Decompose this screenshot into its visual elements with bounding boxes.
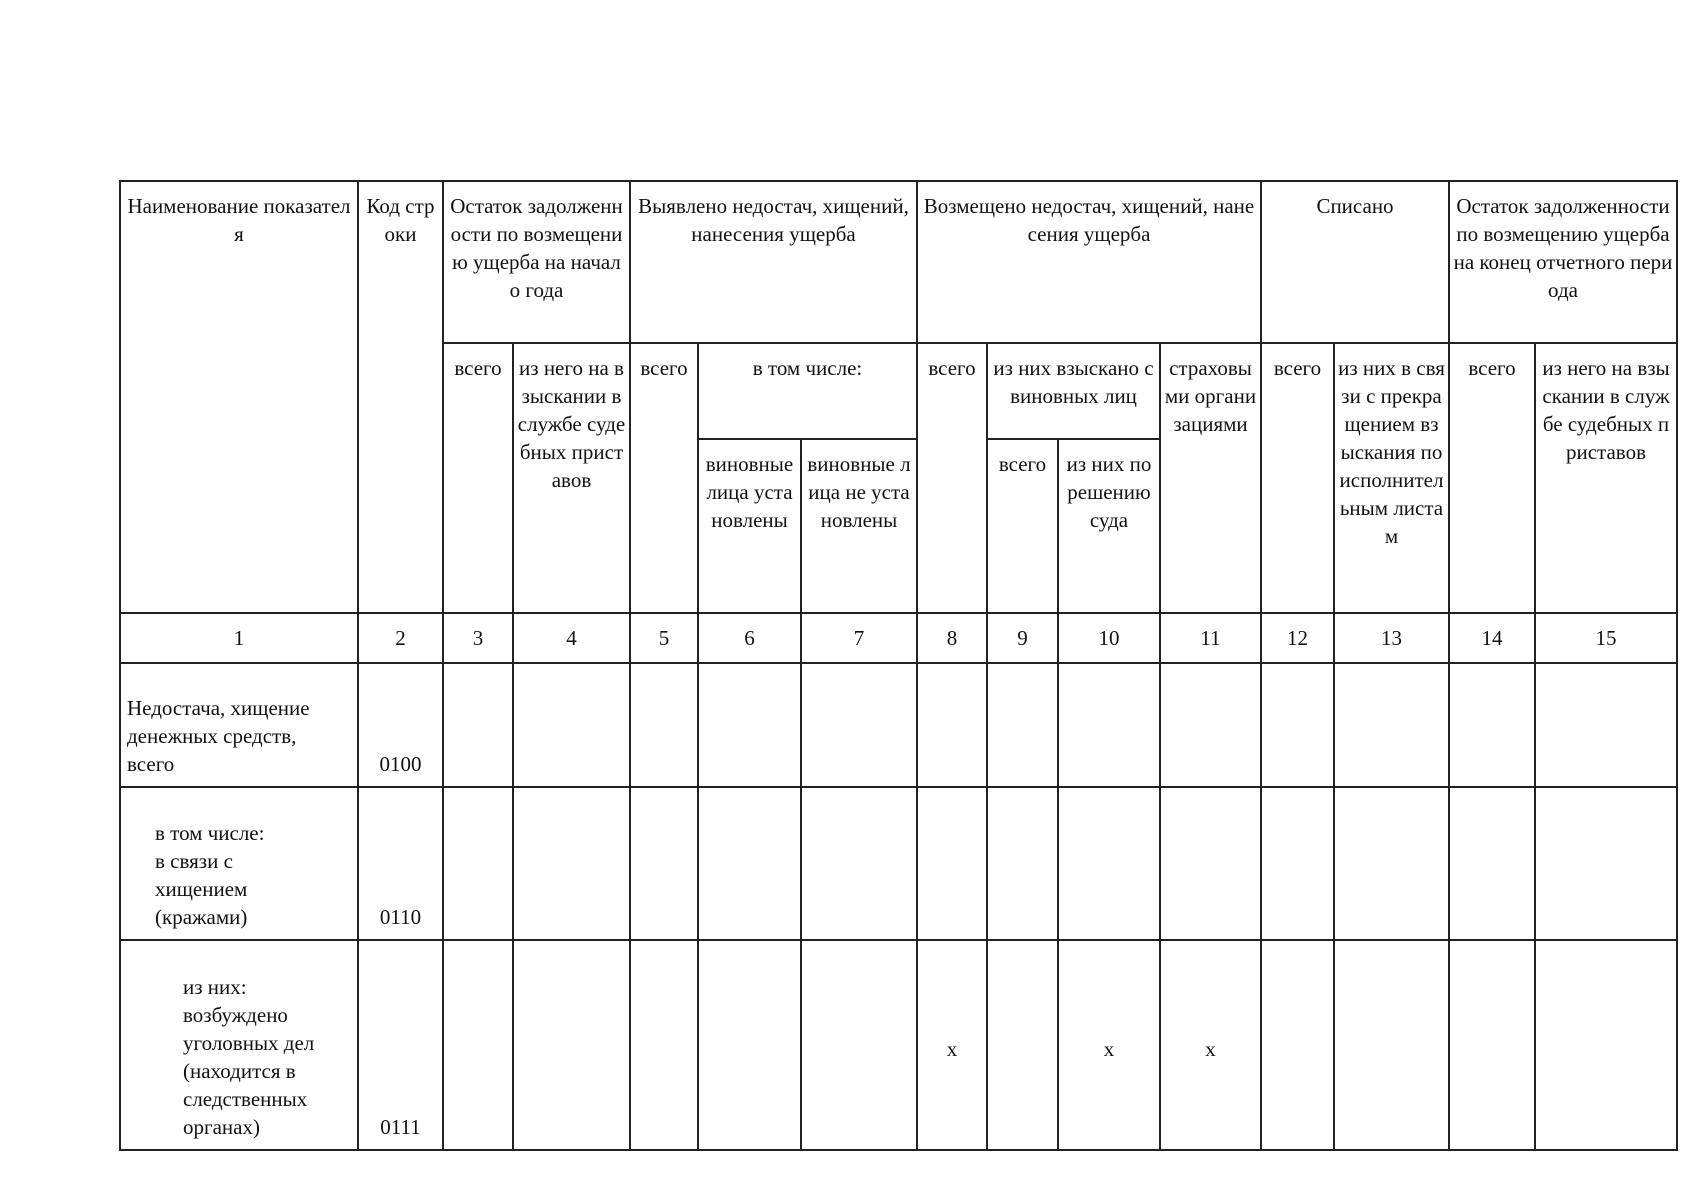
header-recovered-total: всего: [987, 439, 1058, 613]
row-code: 0111: [358, 940, 443, 1150]
cell-col-5: [630, 787, 698, 940]
column-number: 2: [358, 613, 443, 663]
column-number: 9: [987, 613, 1058, 663]
row-name-line: из них:: [183, 975, 247, 999]
row-name: [120, 787, 358, 940]
column-number: 3: [443, 613, 513, 663]
header-opening-total: всего: [443, 343, 513, 613]
header-closing-total: всего: [1449, 343, 1535, 613]
header-by-court-decision: из них по решению суда: [1058, 439, 1160, 613]
cell-col-15: [1535, 787, 1677, 940]
header-compensated-total: всего: [917, 343, 987, 613]
cell-col-10: [1058, 787, 1160, 940]
cell-col-13: [1334, 663, 1449, 787]
cell-col-4: [513, 663, 630, 787]
cell-col-10: [1058, 663, 1160, 787]
header-compensated: Возмещено недостач, хищений, нанесения ущерба: [917, 181, 1261, 343]
cell-col-15: [1535, 940, 1677, 1150]
row-name-line: возбуждено: [183, 1003, 288, 1027]
header-detected: Выявлено недостач, хищений, нанесения ущерба: [630, 181, 917, 343]
cell-col-9: [987, 787, 1058, 940]
cell-col-14: [1449, 940, 1535, 1150]
cell-col-6: [698, 940, 801, 1150]
cell-col-6: [698, 787, 801, 940]
damage-report-table: [119, 180, 1678, 1151]
cell-col-15: [1535, 663, 1677, 787]
header-detected-including: в том числе:: [698, 343, 917, 439]
column-number: 7: [801, 613, 917, 663]
row-code: 0110: [358, 787, 443, 940]
header-opening-bailiffs: из него на взыскании в службе судебных приставов: [513, 343, 630, 613]
cell-col-12: [1261, 663, 1334, 787]
column-number: 10: [1058, 613, 1160, 663]
row-name: [120, 940, 358, 1150]
cell-col-13: [1334, 787, 1449, 940]
cell-col-7: [801, 787, 917, 940]
cell-col-9: [987, 663, 1058, 787]
cell-col-9: [987, 940, 1058, 1150]
header-opening-balance: Остаток задолженности по возмещению ущерба на начало года: [443, 181, 630, 343]
cell-col-8: x: [917, 940, 987, 1150]
column-number: 4: [513, 613, 630, 663]
cell-col-14: [1449, 787, 1535, 940]
cell-col-11: [1160, 663, 1261, 787]
header-name: Наименование показателя: [120, 181, 358, 613]
cell-col-11: [1160, 787, 1261, 940]
header-written-off-total: всего: [1261, 343, 1334, 613]
cell-col-3: [443, 663, 513, 787]
header-row-1: [120, 181, 1677, 343]
row-name-line: органах): [183, 1115, 260, 1139]
cell-col-12: [1261, 787, 1334, 940]
column-number: 15: [1535, 613, 1677, 663]
cell-col-3: [443, 787, 513, 940]
cell-col-3: [443, 940, 513, 1150]
header-closing-bailiffs: из него на взыскании в службе судебных приставов: [1535, 343, 1677, 613]
column-number: 6: [698, 613, 801, 663]
row-name-line: (находится в: [183, 1059, 296, 1083]
row-code: 0100: [358, 663, 443, 787]
row-name-line: в связи с: [155, 849, 233, 873]
cell-col-11: x: [1160, 940, 1261, 1150]
cell-col-6: [698, 663, 801, 787]
cell-col-14: [1449, 663, 1535, 787]
row-name-line: (кражами): [155, 905, 248, 929]
column-number: 13: [1334, 613, 1449, 663]
cell-col-10: x: [1058, 940, 1160, 1150]
cell-col-12: [1261, 940, 1334, 1150]
cell-col-4: [513, 940, 630, 1150]
cell-col-8: [917, 663, 987, 787]
row-name-line: Недостача, хищение: [127, 696, 310, 720]
cell-col-8: [917, 787, 987, 940]
header-written-off: Списано: [1261, 181, 1449, 343]
header-code: Код строки: [358, 181, 443, 613]
column-numbers-row: [120, 613, 1677, 663]
row-name-line: хищением: [155, 877, 248, 901]
cell-col-5: [630, 940, 698, 1150]
column-number: 1: [120, 613, 358, 663]
header-terminated-writs: из них в связи с прекращением взыскания по исполнительным листам: [1334, 343, 1449, 613]
table-row: [120, 663, 1677, 787]
cell-col-4: [513, 787, 630, 940]
row-name-line: следственных: [183, 1087, 308, 1111]
column-number: 12: [1261, 613, 1334, 663]
row-name-line: в том числе:: [155, 821, 265, 845]
column-number: 14: [1449, 613, 1535, 663]
row-name: [120, 663, 358, 787]
header-culprits-found: виновные лица установлены: [698, 439, 801, 613]
report-sheet: [119, 180, 1678, 1151]
cell-col-5: [630, 663, 698, 787]
header-detected-total: всего: [630, 343, 698, 613]
header-recovered-from-culprits: из них взыскано с виновных лиц: [987, 343, 1160, 439]
cell-col-7: [801, 663, 917, 787]
row-name-line: уголовных дел: [183, 1031, 315, 1055]
header-closing-balance: Остаток задолженности по возмещению ущерба на конец отчетного периода: [1449, 181, 1677, 343]
row-name-line: всего: [127, 752, 175, 776]
column-number: 8: [917, 613, 987, 663]
column-number: 5: [630, 613, 698, 663]
header-insurers: страховыми организациями: [1160, 343, 1261, 613]
cell-col-13: [1334, 940, 1449, 1150]
row-name-line: денежных средств,: [127, 724, 297, 748]
table-row: [120, 787, 1677, 940]
cell-col-7: [801, 940, 917, 1150]
column-number: 11: [1160, 613, 1261, 663]
header-culprits-not-found: виновные лица не установлены: [801, 439, 917, 613]
table-row: [120, 940, 1677, 1150]
